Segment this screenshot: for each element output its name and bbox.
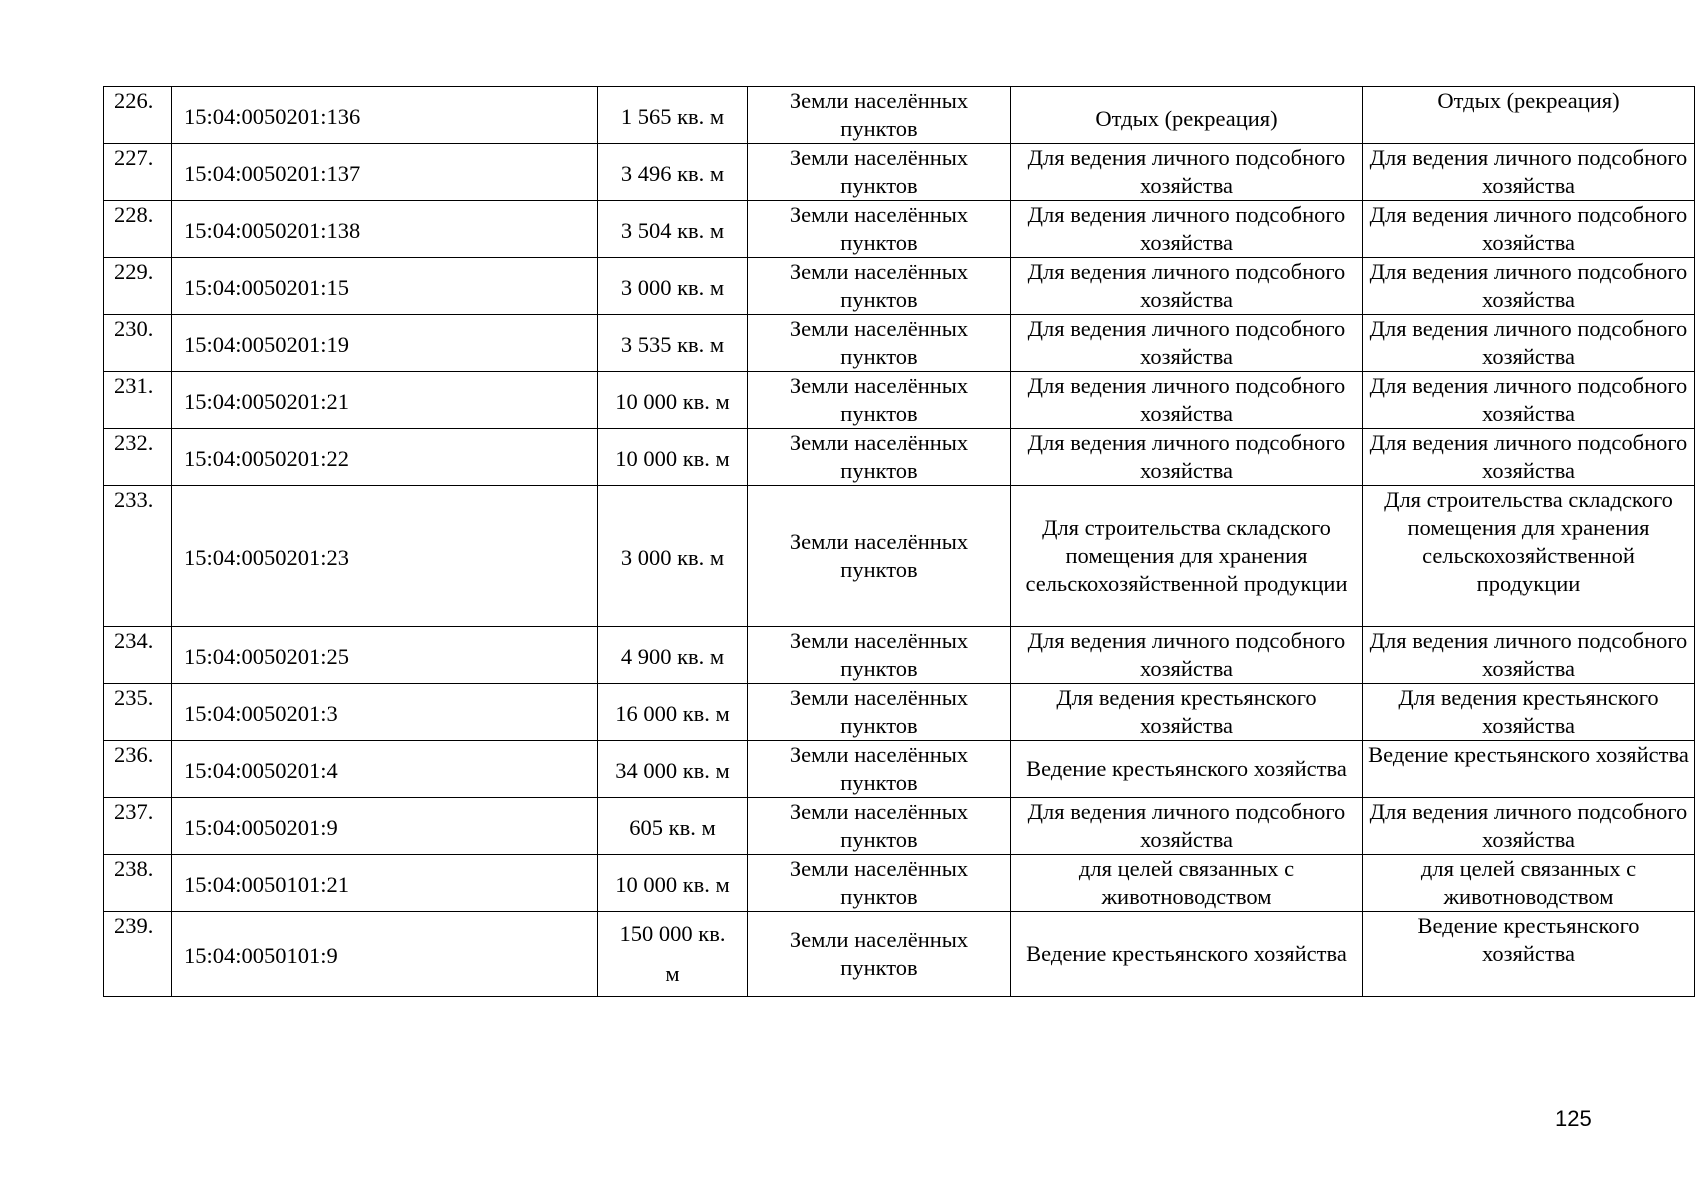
permitted-use: Для ведения личного подсобного хозяйства	[1011, 429, 1363, 486]
actual-use: Для ведения личного подсобного хозяйства	[1363, 429, 1695, 486]
land-category: Земли населённых пунктов	[748, 486, 1011, 627]
cadastral-number: 15:04:0050201:25	[172, 627, 598, 684]
table-row	[104, 912, 1695, 997]
table-row	[104, 144, 1695, 201]
plot-area: 1 565 кв. м	[598, 87, 748, 144]
cadastral-number: 15:04:0050101:21	[172, 855, 598, 912]
plot-area: 605 кв. м	[598, 798, 748, 855]
land-category: Земли населённых пунктов	[748, 258, 1011, 315]
plot-area: 10 000 кв. м	[598, 429, 748, 486]
land-category: Земли населённых пунктов	[748, 627, 1011, 684]
plot-area: 4 900 кв. м	[598, 627, 748, 684]
plot-area: 150 000 кв. м	[598, 912, 748, 997]
row-number: 230.	[104, 315, 172, 372]
table-row	[104, 315, 1695, 372]
land-category: Земли населённых пунктов	[748, 87, 1011, 144]
plot-area: 3 000 кв. м	[598, 258, 748, 315]
plot-area: 16 000 кв. м	[598, 684, 748, 741]
actual-use: Ведение крестьянского хозяйства	[1363, 741, 1695, 798]
permitted-use: Ведение крестьянского хозяйства	[1011, 912, 1363, 997]
row-number: 234.	[104, 627, 172, 684]
table-row	[104, 372, 1695, 429]
actual-use: Для ведения личного подсобного хозяйства	[1363, 201, 1695, 258]
row-number: 239.	[104, 912, 172, 997]
table-row	[104, 855, 1695, 912]
cadastral-number: 15:04:0050201:22	[172, 429, 598, 486]
table-row	[104, 798, 1695, 855]
row-number: 231.	[104, 372, 172, 429]
table-row	[104, 87, 1695, 144]
land-category: Земли населённых пунктов	[748, 315, 1011, 372]
actual-use: Для ведения личного подсобного хозяйства	[1363, 258, 1695, 315]
actual-use: Для строительства складского помещения для хранения сельскохозяйственной продукции	[1363, 486, 1695, 627]
plot-area: 3 496 кв. м	[598, 144, 748, 201]
row-number: 233.	[104, 486, 172, 627]
table-row	[104, 741, 1695, 798]
actual-use: Для ведения личного подсобного хозяйства	[1363, 798, 1695, 855]
land-category: Земли населённых пунктов	[748, 741, 1011, 798]
cadastral-number: 15:04:0050201:4	[172, 741, 598, 798]
land-category: Земли населённых пунктов	[748, 684, 1011, 741]
land-category: Земли населённых пунктов	[748, 201, 1011, 258]
cadastral-number: 15:04:0050201:136	[172, 87, 598, 144]
cadastral-number: 15:04:0050101:9	[172, 912, 598, 997]
permitted-use: Ведение крестьянского хозяйства	[1011, 741, 1363, 798]
plot-area: 10 000 кв. м	[598, 855, 748, 912]
land-category: Земли населённых пунктов	[748, 429, 1011, 486]
actual-use: Для ведения личного подсобного хозяйства	[1363, 315, 1695, 372]
table-row	[104, 201, 1695, 258]
cadastral-number: 15:04:0050201:19	[172, 315, 598, 372]
row-number: 229.	[104, 258, 172, 315]
actual-use: Для ведения личного подсобного хозяйства	[1363, 144, 1695, 201]
table-row	[104, 627, 1695, 684]
cadastral-number: 15:04:0050201:23	[172, 486, 598, 627]
cadastral-number: 15:04:0050201:15	[172, 258, 598, 315]
plot-area: 3 000 кв. м	[598, 486, 748, 627]
row-number: 236.	[104, 741, 172, 798]
permitted-use: Для ведения личного подсобного хозяйства	[1011, 372, 1363, 429]
actual-use: Для ведения личного подсобного хозяйства	[1363, 627, 1695, 684]
row-number: 237.	[104, 798, 172, 855]
actual-use: Для ведения крестьянского хозяйства	[1363, 684, 1695, 741]
table-row	[104, 258, 1695, 315]
actual-use: Для ведения личного подсобного хозяйства	[1363, 372, 1695, 429]
row-number: 238.	[104, 855, 172, 912]
cadastral-number: 15:04:0050201:9	[172, 798, 598, 855]
row-number: 228.	[104, 201, 172, 258]
permitted-use: Для ведения личного подсобного хозяйства	[1011, 144, 1363, 201]
land-category: Земли населённых пунктов	[748, 144, 1011, 201]
plot-area: 10 000 кв. м	[598, 372, 748, 429]
permitted-use: Для ведения личного подсобного хозяйства	[1011, 201, 1363, 258]
plot-area: 3 535 кв. м	[598, 315, 748, 372]
permitted-use: Для ведения личного подсобного хозяйства	[1011, 798, 1363, 855]
plot-area: 34 000 кв. м	[598, 741, 748, 798]
permitted-use: Отдых (рекреация)	[1011, 87, 1363, 144]
row-number: 226.	[104, 87, 172, 144]
cadastral-number: 15:04:0050201:138	[172, 201, 598, 258]
permitted-use: Для строительства складского помещения для хранения сельскохозяйственной продукции	[1011, 486, 1363, 627]
plot-area: 3 504 кв. м	[598, 201, 748, 258]
land-category: Земли населённых пунктов	[748, 855, 1011, 912]
page-number: 125	[1555, 1106, 1592, 1131]
permitted-use: Для ведения крестьянского хозяйства	[1011, 684, 1363, 741]
cadastral-number: 15:04:0050201:21	[172, 372, 598, 429]
permitted-use: Для ведения личного подсобного хозяйства	[1011, 315, 1363, 372]
table-row	[104, 684, 1695, 741]
actual-use: для целей связанных с животноводством	[1363, 855, 1695, 912]
table-row	[104, 486, 1695, 627]
actual-use: Отдых (рекреация)	[1363, 87, 1695, 144]
actual-use: Ведение крестьянского хозяйства	[1363, 912, 1695, 997]
land-category: Земли населённых пунктов	[748, 372, 1011, 429]
permitted-use: Для ведения личного подсобного хозяйства	[1011, 258, 1363, 315]
row-number: 227.	[104, 144, 172, 201]
permitted-use: Для ведения личного подсобного хозяйства	[1011, 627, 1363, 684]
land-category: Земли населённых пунктов	[748, 798, 1011, 855]
permitted-use: для целей связанных с животноводством	[1011, 855, 1363, 912]
cadastral-number: 15:04:0050201:137	[172, 144, 598, 201]
cadastral-number: 15:04:0050201:3	[172, 684, 598, 741]
row-number: 232.	[104, 429, 172, 486]
land-plots-table	[103, 86, 1695, 997]
row-number: 235.	[104, 684, 172, 741]
land-category: Земли населённых пунктов	[748, 912, 1011, 997]
table-row	[104, 429, 1695, 486]
